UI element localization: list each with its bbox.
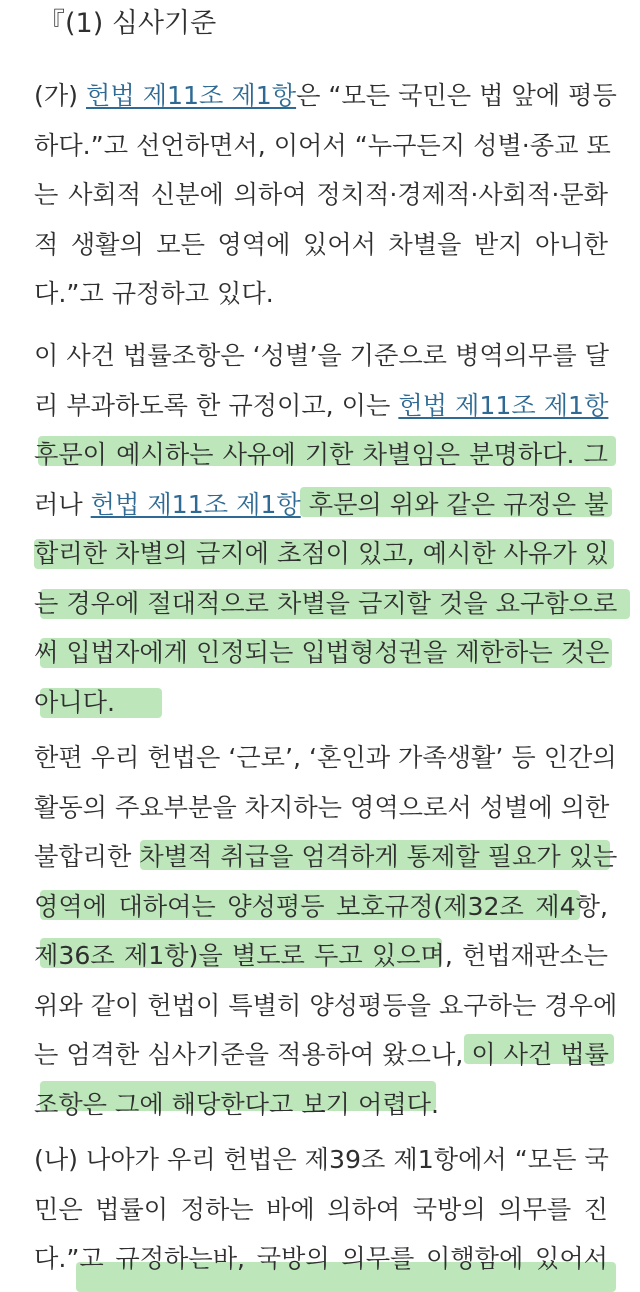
- text-segment: 리 부과하도록 한 규정이고, 이는: [34, 390, 399, 420]
- text-segment: 적 생활의 모든 영역에 있어서 차별을 받지 아니한: [34, 229, 608, 259]
- text-line: [34, 784, 608, 832]
- text-line: [34, 629, 608, 677]
- text-line: [34, 72, 617, 120]
- text-segment: 민은 법률이 정하는 바에 의하여 국방의 의무를 진: [34, 1194, 608, 1224]
- text-segment: 후문이 예시하는 사유에 기한 차별임은 분명하다. 그: [34, 440, 608, 469]
- text-line: [34, 1235, 608, 1283]
- text-line: [34, 1081, 608, 1129]
- text-segment: 는 사회적 신분에 의하여 정치적·경제적·사회적·문화: [34, 180, 608, 209]
- text-segment: 러나: [34, 489, 91, 519]
- text-line: [34, 530, 608, 578]
- text-line: [34, 1031, 608, 1079]
- law-reference-link[interactable]: 헌법 제11조 제1항: [90, 489, 301, 519]
- text-line: [34, 932, 608, 980]
- text-line: [34, 171, 608, 219]
- text-segment: 다.”고 규정하고 있다.: [34, 279, 274, 308]
- text-segment: 아니다.: [34, 687, 115, 717]
- text-line: [34, 481, 608, 529]
- text-line: [34, 580, 618, 628]
- text-segment: 후문의 위와 같은 규정은 불: [300, 489, 609, 519]
- text-line: [34, 679, 608, 727]
- text-segment: 조항은 그에 해당한다고 보기 어렵다.: [34, 1089, 439, 1119]
- text-segment: 위와 같이 헌법이 특별히 양성평등을 요구하는 경우에: [34, 990, 618, 1020]
- text-line: [34, 382, 608, 430]
- text-segment: 활동의 주요부분을 차지하는 영역으로서 성별에 의한: [34, 792, 610, 822]
- text-line: [34, 270, 608, 318]
- text-line: [34, 122, 611, 170]
- text-segment: 다.”고 규정하는바, 국방의 의무를 이행함에 있어서: [34, 1244, 608, 1273]
- text-line: [34, 833, 618, 881]
- text-line: [34, 1136, 608, 1184]
- text-line: [34, 883, 608, 931]
- text-line: [34, 734, 617, 782]
- text-line: [34, 221, 608, 269]
- text-segment: 는 엄격한 심사기준을 적용하여 왔으나, 이 사건 법률: [34, 1040, 610, 1069]
- text-segment: 한편 우리 헌법은 ‘근로’, ‘혼인과 가족생활’ 등 인간의: [34, 743, 617, 772]
- text-segment: 불합리한 차별적 취급을 엄격하게 통제할 필요가 있는: [34, 842, 618, 871]
- text-segment: 합리한 차별의 금지에 초점이 있고, 예시한 사유가 있: [34, 539, 610, 568]
- text-segment: 는 경우에 절대적으로 차별을 금지할 것을 요구함으로: [34, 588, 618, 618]
- law-reference-link[interactable]: 헌법 제11조 제1항: [398, 390, 609, 420]
- section-heading: 『(1) 심사기준: [38, 8, 217, 39]
- text-segment: (가): [34, 81, 86, 110]
- text-segment: 제36조 제1항)을 별도로 두고 있으며, 헌법재판소는: [34, 941, 608, 970]
- text-segment: 써 입법자에게 인정되는 입법형성권을 제한하는 것은: [34, 638, 610, 667]
- text-line: [34, 982, 618, 1030]
- text-line: [34, 1186, 608, 1234]
- law-reference-link[interactable]: 헌법 제11조 제1항: [86, 81, 297, 110]
- text-line: [34, 332, 608, 380]
- text-segment: 하다.”고 선언하면서, 이어서 “누구든지 성별·종교 또: [34, 130, 611, 160]
- text-line: [34, 431, 608, 479]
- text-segment: 영역에 대하여는 양성평등 보호규정(제32조 제4항,: [34, 891, 608, 921]
- text-segment: 은 “모든 국민은 법 앞에 평등: [296, 81, 617, 110]
- text-segment: (나) 나아가 우리 헌법은 제39조 제1항에서 “모든 국: [34, 1145, 609, 1174]
- text-segment: 이 사건 법률조항은 ‘성별’을 기준으로 병역의무를 달: [34, 341, 610, 370]
